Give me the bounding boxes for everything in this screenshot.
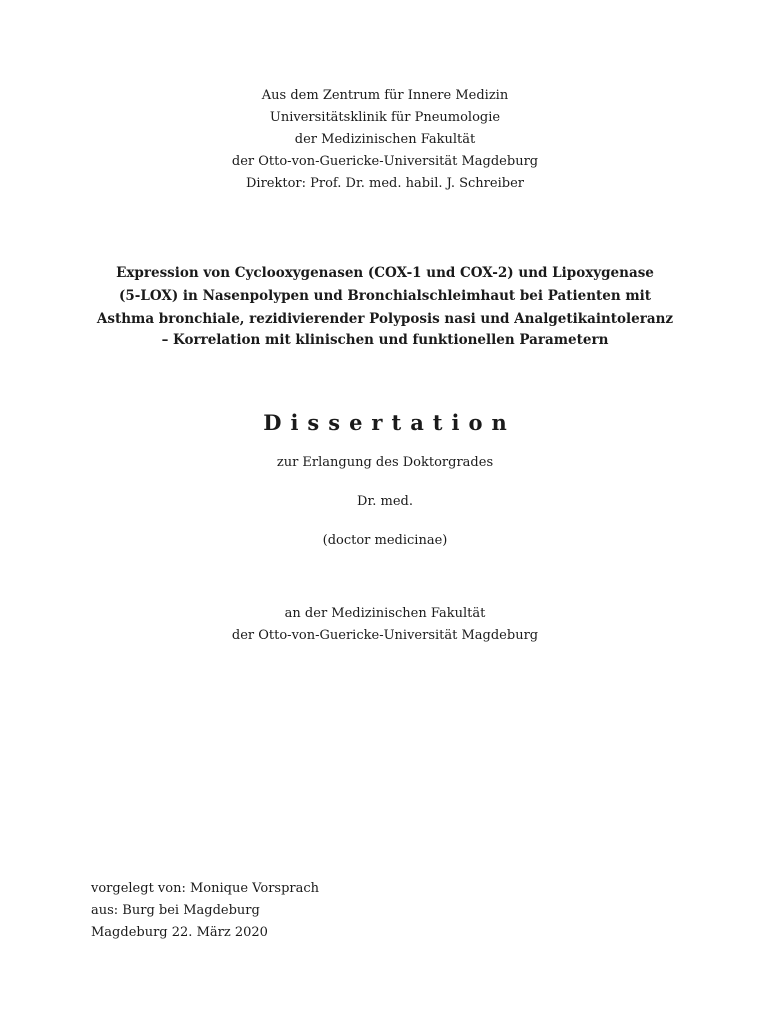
degree-name: Dr. med. [357, 494, 413, 509]
thesis-title-line-4: – Korrelation mit klinischen und funktionellen Parametern [161, 332, 609, 348]
header-faculty-name: der Medizinischen Fakultät [294, 132, 476, 147]
thesis-title-line-1: Expression von Cyclooxygenasen (COX-1 und COX-2) und Lipoxygenase [116, 265, 654, 281]
degree-latin-name: (doctor medicinae) [322, 533, 448, 548]
place-and-date: Magdeburg 22. März 2020 [91, 925, 268, 940]
thesis-title-line-3: Asthma bronchiale, rezidivierender Polyposis nasi und Analgetikaintoleranz [96, 311, 674, 327]
faculty-line: an der Medizinischen Fakultät [284, 606, 486, 621]
submitted-by: vorgelegt von: Monique Vorsprach [91, 881, 320, 896]
header-center-name: Aus dem Zentrum für Innere Medizin [261, 88, 509, 103]
degree-purpose: zur Erlangung des Doktorgrades [276, 455, 494, 470]
faculty-university-line: der Otto-von-Guericke-Universität Magdeburg [231, 628, 539, 643]
header-clinic-name: Universitätsklinik für Pneumologie [269, 110, 501, 125]
thesis-title-line-2: (5-LOX) in Nasenpolypen und Bronchialschleimhaut bei Patienten mit [118, 288, 652, 304]
header-director: Direktor: Prof. Dr. med. habil. J. Schreiber [246, 176, 524, 191]
dissertation-heading: Dissertation [263, 410, 516, 435]
author-origin: aus: Burg bei Magdeburg [91, 903, 260, 918]
header-university-name: der Otto-von-Guericke-Universität Magdeburg [231, 154, 539, 169]
